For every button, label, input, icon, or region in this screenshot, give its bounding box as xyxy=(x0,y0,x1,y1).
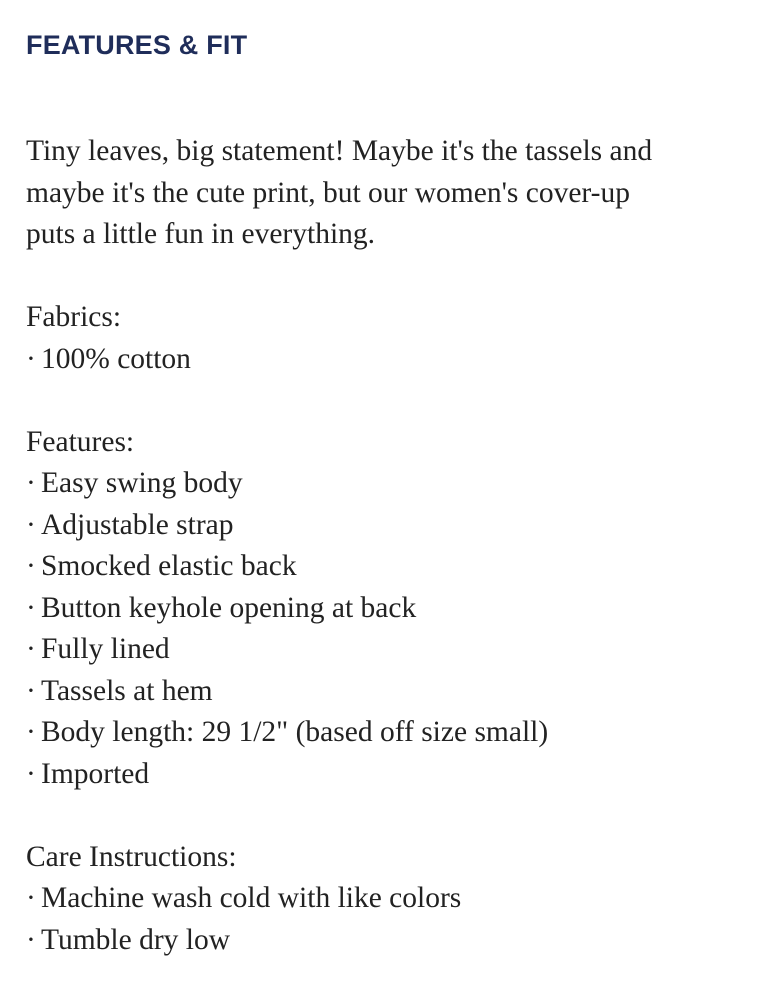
description-line: Tiny leaves, big statement! Maybe it's the tassels and xyxy=(26,135,653,167)
list-item xyxy=(26,463,756,505)
bullet-glyph: · xyxy=(26,467,36,499)
list-item xyxy=(26,712,756,754)
list-item-text: Body length: 29 1/2" (based off size small) xyxy=(41,716,549,748)
list-item xyxy=(26,629,756,671)
fabrics-section xyxy=(26,297,756,380)
list-item-text: Easy swing body xyxy=(41,467,243,499)
list-item-text: 100% cotton xyxy=(41,342,191,375)
list-item xyxy=(26,671,756,713)
bullet-glyph: · xyxy=(26,674,36,707)
list-item xyxy=(26,754,756,796)
section-title: FEATURES & FIT xyxy=(26,30,248,60)
care-heading: Care Instructions: xyxy=(26,840,237,873)
list-item xyxy=(26,920,756,962)
bullet-glyph: · xyxy=(26,550,36,582)
bullet-glyph: · xyxy=(26,882,36,914)
list-item xyxy=(26,546,756,588)
bullet-glyph: · xyxy=(26,342,36,375)
bullet-glyph: · xyxy=(26,716,36,748)
description-paragraph xyxy=(26,131,756,256)
bullet-glyph: · xyxy=(26,923,36,956)
description-line: puts a little fun in everything. xyxy=(26,218,376,250)
list-item-text: Fully lined xyxy=(41,633,170,665)
list-item-text: Smocked elastic back xyxy=(41,550,297,582)
list-item xyxy=(26,339,756,381)
bullet-glyph: · xyxy=(26,591,36,624)
list-item-text: Machine wash cold with like colors xyxy=(41,882,462,914)
fabrics-heading: Fabrics: xyxy=(26,301,122,333)
bullet-glyph: · xyxy=(26,757,36,790)
list-item-text: Button keyhole opening at back xyxy=(41,591,417,624)
bullet-glyph: · xyxy=(26,508,36,541)
list-item xyxy=(26,878,756,920)
list-item-text: Imported xyxy=(41,757,150,790)
list-item xyxy=(26,588,756,630)
care-section xyxy=(26,837,756,962)
features-heading: Features: xyxy=(26,425,135,458)
list-item-text: Tumble dry low xyxy=(41,923,231,956)
list-item-text: Tassels at hem xyxy=(41,674,213,707)
features-section xyxy=(26,422,756,796)
list-item-text: Adjustable strap xyxy=(41,508,234,541)
product-description-body xyxy=(26,131,756,961)
bullet-glyph: · xyxy=(26,633,36,665)
list-item xyxy=(26,505,756,547)
description-line: maybe it's the cute print, but our women's cover-up xyxy=(26,176,630,209)
